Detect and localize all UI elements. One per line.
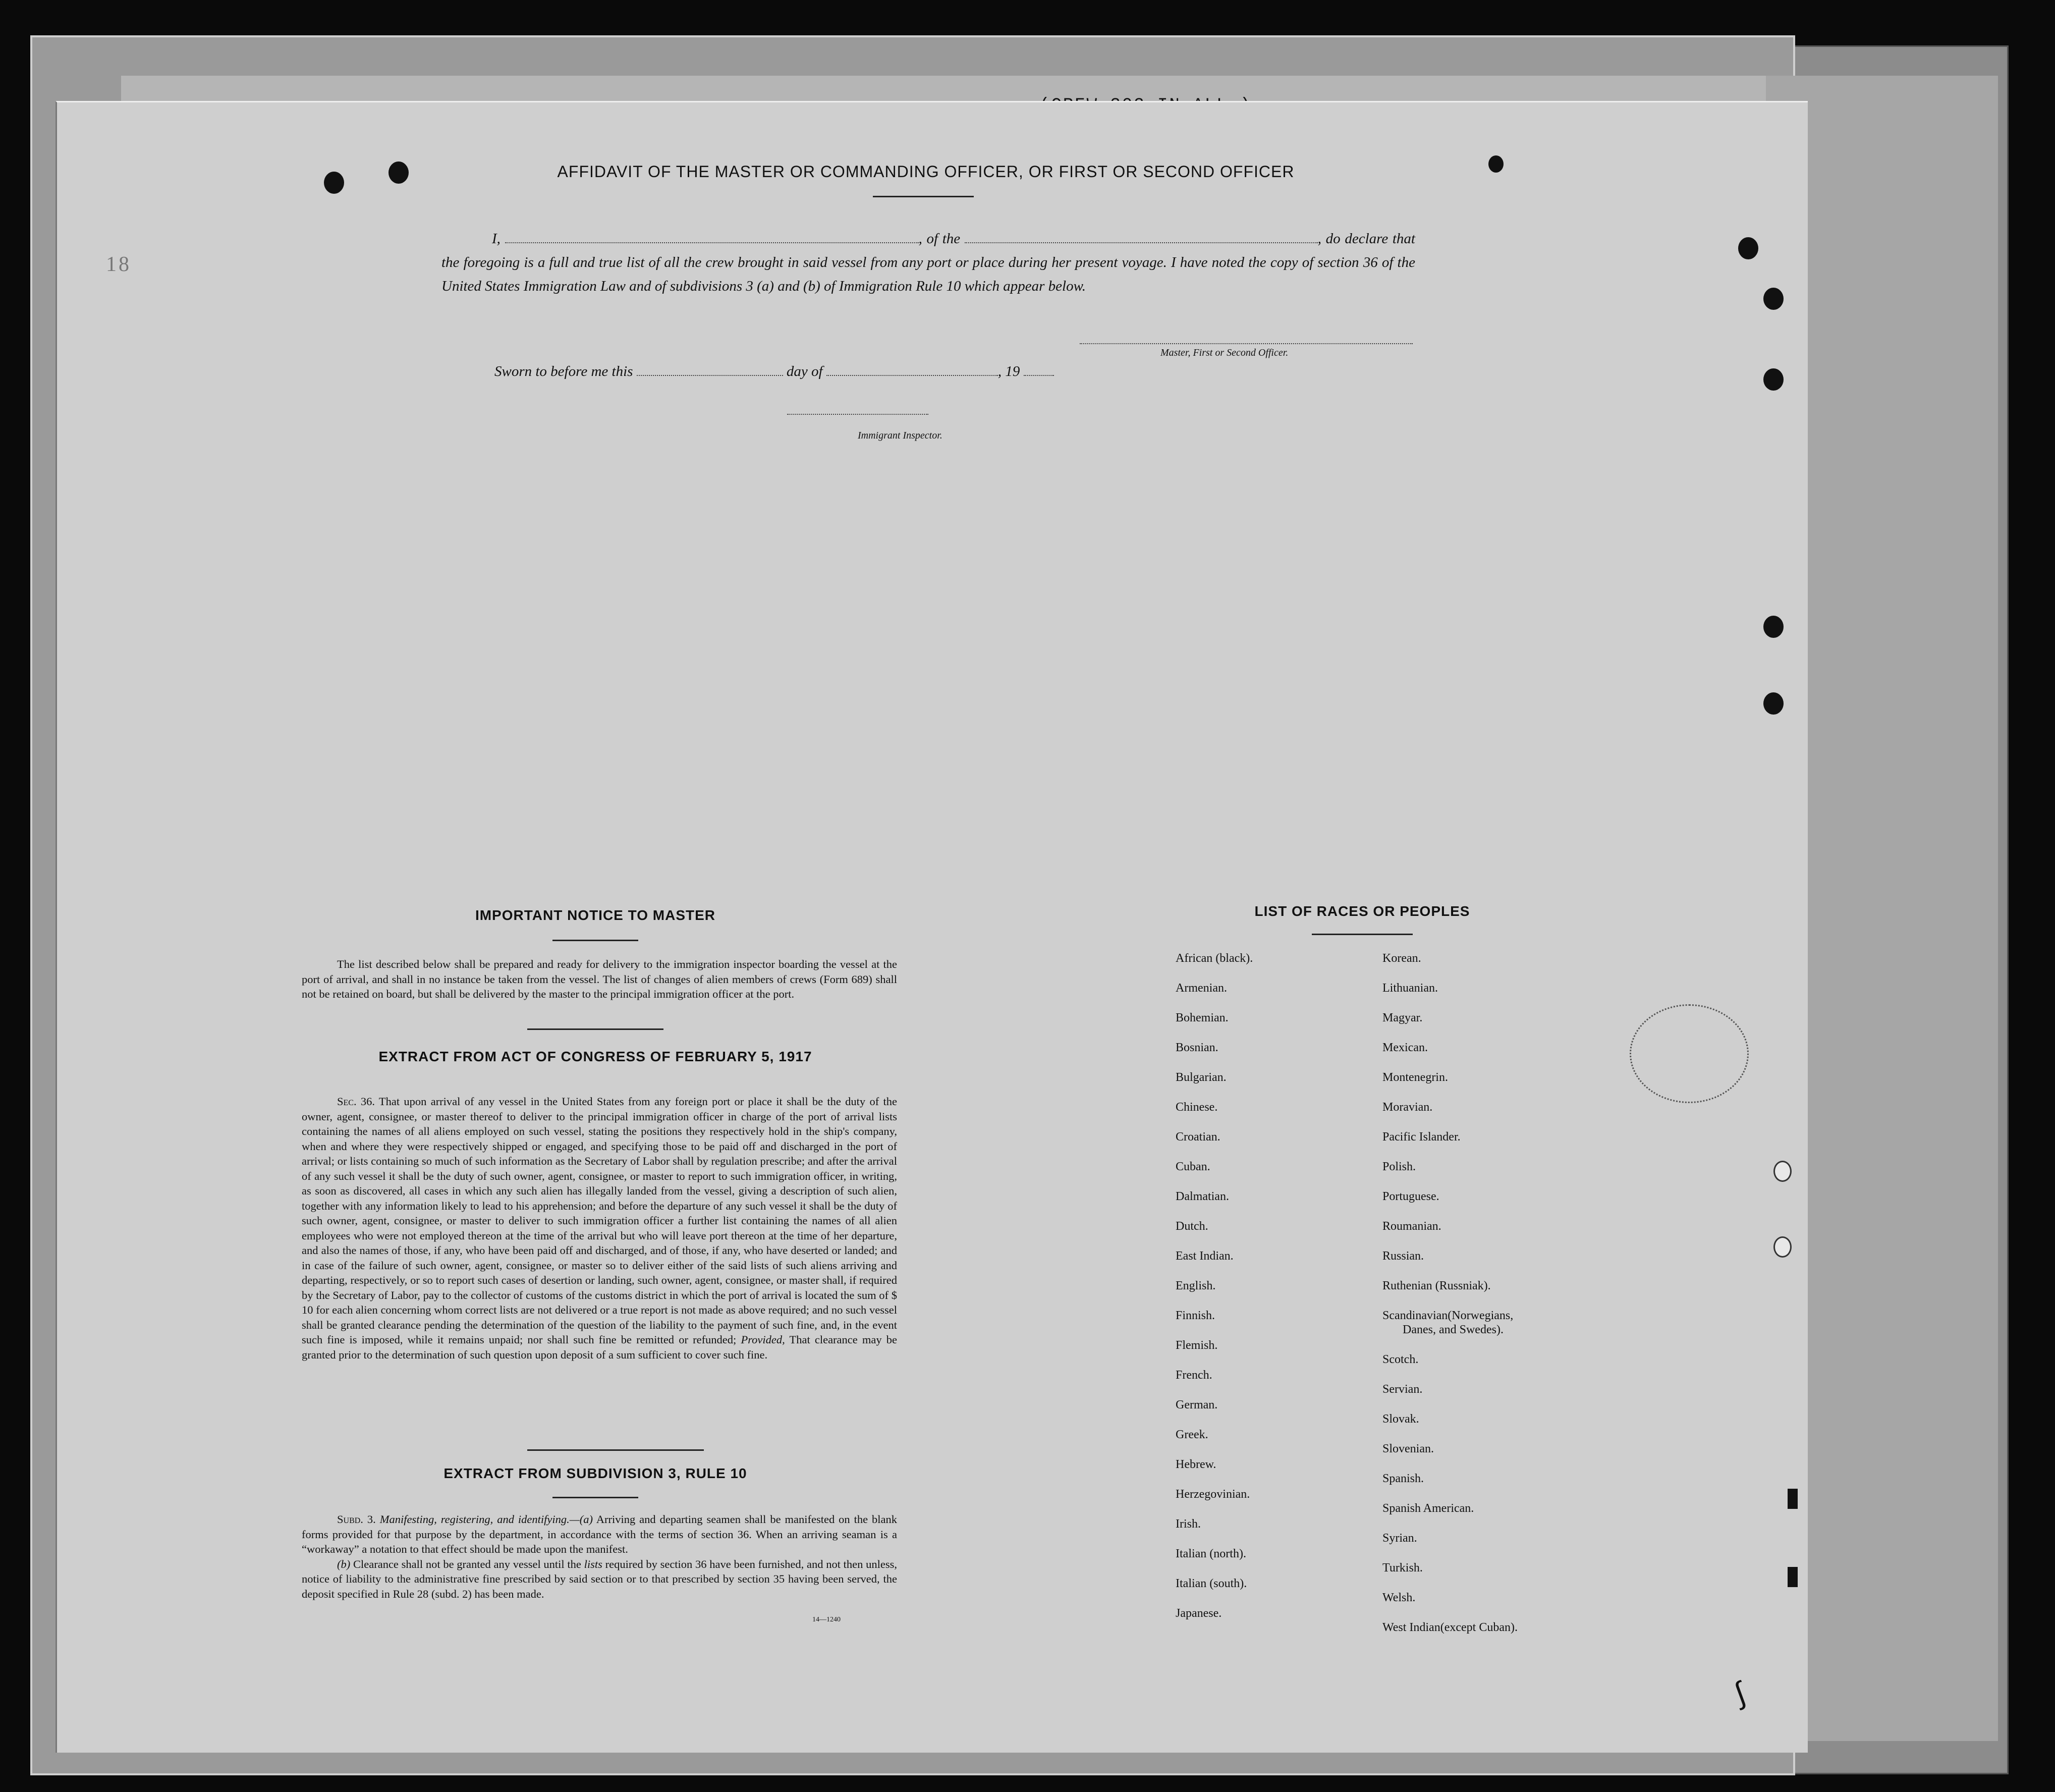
race-item: Pacific Islander. xyxy=(1382,1130,1461,1144)
notice-title: IMPORTANT NOTICE TO MASTER xyxy=(475,907,716,923)
race-item: Armenian. xyxy=(1176,982,1227,995)
divider xyxy=(1312,934,1413,935)
race-item: Servian. xyxy=(1382,1383,1423,1396)
race-item: Slovak. xyxy=(1382,1413,1419,1426)
race-item: Herzegovinian. xyxy=(1176,1488,1250,1501)
affidavit-declaration xyxy=(441,227,1415,298)
race-item: Roumanian. xyxy=(1382,1220,1441,1233)
inspector-label: Immigrant Inspector. xyxy=(858,430,942,441)
race-item: French. xyxy=(1176,1369,1212,1382)
punch-hole xyxy=(1773,1236,1792,1258)
affidavit-i-prefix: I, xyxy=(492,231,501,247)
race-item: Finnish. xyxy=(1176,1309,1215,1322)
race-item: Scotch. xyxy=(1382,1353,1419,1366)
divider xyxy=(527,1449,704,1451)
race-item: Scandinavian(Norwegians, xyxy=(1382,1309,1514,1322)
race-item: Dalmatian. xyxy=(1176,1190,1229,1203)
race-item: Danes, and Swedes). xyxy=(1403,1323,1504,1336)
binding-slot xyxy=(1788,1489,1798,1509)
punch-hole xyxy=(1763,368,1784,391)
race-item: Russian. xyxy=(1382,1250,1424,1263)
race-item: Dutch. xyxy=(1176,1220,1208,1233)
sworn-month-blank[interactable] xyxy=(826,364,998,376)
race-item: Korean. xyxy=(1382,952,1421,965)
race-item: Slovenian. xyxy=(1382,1442,1434,1455)
race-item: Flemish. xyxy=(1176,1339,1218,1352)
master-signature-line[interactable] xyxy=(1080,343,1413,344)
sworn-day-blank[interactable] xyxy=(637,364,783,376)
race-item: Greek. xyxy=(1176,1428,1208,1441)
margin-page-number: 18 xyxy=(106,253,131,276)
race-item: Polish. xyxy=(1382,1160,1416,1173)
sworn-prefix: Sworn to before me this xyxy=(494,363,633,379)
race-item: Portuguese. xyxy=(1382,1190,1439,1203)
affidavit-of-the: , of the xyxy=(918,231,961,247)
race-item: West Indian(except Cuban). xyxy=(1382,1621,1518,1634)
race-item: Spanish American. xyxy=(1382,1502,1474,1515)
affidavit-title: AFFIDAVIT OF THE MASTER OR COMMANDING OFFICER, OR FIRST OR SECOND OFFICER xyxy=(557,162,1295,181)
rule-extract-body: Subd. 3. Manifesting, registering, and identifying.—(a) Arriving and departing seamen shall be manifested on the blank forms provided for that purpose by the department, in accordance with the terms of section 36. When an arriving seaman is a “workaway” a notation to that effect should be made upon the manifest. (b) Clearance shall not be granted any vessel until the lists required by section 36 have been furnished, and not then unless, notice of liability to the administrative fine prescribed by said section or to that prescribed by section 35 having been served, the deposit specified in Rule 28 (subd. 2) has been made. xyxy=(302,1513,898,1600)
race-item: Spanish. xyxy=(1382,1472,1424,1485)
race-item: Cuban. xyxy=(1176,1160,1210,1173)
race-item: Hebrew. xyxy=(1176,1458,1216,1471)
races-title: LIST OF RACES OR PEOPLES xyxy=(1254,903,1470,919)
race-item: Bosnian. xyxy=(1176,1041,1218,1054)
divider xyxy=(552,1497,638,1498)
race-item: Croatian. xyxy=(1176,1130,1220,1144)
punch-hole xyxy=(324,172,344,194)
race-item: Mexican. xyxy=(1382,1041,1428,1054)
race-item: Bohemian. xyxy=(1176,1011,1229,1024)
divider xyxy=(552,940,638,941)
act-extract-title: EXTRACT FROM ACT OF CONGRESS OF FEBRUARY 5, 1917 xyxy=(378,1049,812,1064)
pen-mark: ∫ xyxy=(1730,1675,1750,1710)
divider xyxy=(527,1028,663,1030)
sworn-day-of: day of xyxy=(786,363,823,379)
punch-hole xyxy=(1763,616,1784,638)
race-item: English. xyxy=(1176,1279,1216,1292)
document-page xyxy=(55,101,1808,1753)
race-item: Turkish. xyxy=(1382,1561,1423,1574)
subd-heading: Manifesting, registering, and identifying.—(a) xyxy=(379,1513,593,1526)
race-item: Welsh. xyxy=(1382,1591,1416,1604)
provided-word: Provided, xyxy=(741,1333,785,1346)
punch-hole xyxy=(1738,237,1758,259)
race-item: Bulgarian. xyxy=(1176,1071,1227,1084)
inspector-signature-line[interactable] xyxy=(787,414,928,415)
master-signature-label: Master, First or Second Officer. xyxy=(1160,347,1289,358)
affidavit-do-declare: , do declare xyxy=(1317,231,1388,247)
rule-extract-title: EXTRACT FROM SUBDIVISION 3, RULE 10 xyxy=(443,1465,747,1481)
race-item: German. xyxy=(1176,1398,1218,1411)
binding-slot xyxy=(1788,1567,1798,1587)
faded-stamp xyxy=(1630,1004,1749,1103)
sworn-year-blank[interactable] xyxy=(1024,364,1054,376)
punch-hole xyxy=(1488,155,1504,173)
punch-hole xyxy=(1773,1161,1792,1182)
race-item: Chinese. xyxy=(1176,1101,1218,1114)
race-item: Italian (north). xyxy=(1176,1547,1246,1560)
vessel-blank[interactable] xyxy=(965,231,1318,243)
notice-body: The list described below shall be prepared and ready for delivery to the immigration inspector boarding the vessel at the port of arrival, and shall in no instance be taken from the vessel. The list of changes of alien members of crews (Form 689) shall not be retained on board, but shall be delivered by the master to the principal immigration officer at the port. xyxy=(302,958,897,1000)
race-item: Lithuanian. xyxy=(1382,982,1438,995)
sworn-line xyxy=(494,363,1054,380)
race-item: East Indian. xyxy=(1176,1250,1234,1263)
race-item: Magyar. xyxy=(1382,1011,1423,1024)
race-item: Ruthenian (Russniak). xyxy=(1382,1279,1491,1292)
race-item: Irish. xyxy=(1176,1517,1201,1531)
race-item: African (black). xyxy=(1176,952,1253,965)
act-extract-body: Sec. 36. That upon arrival of any vessel in the United States from any foreign port or place it shall be the duty of the owner, agent, consignee, or master thereof to deliver to the principal immigration officer in charge of the port of arrival lists containing the names of all aliens employed on such vessel, stating the positions they respectively hold in the ship's company, when and where they were respectively shipped or engaged, and specifying those to be paid off and discharged in the port of arrival; or lists containing so much of such information as the Secretary of Labor shall by regulation prescribe; and after the arrival of any such vessel it shall be the duty of such owner, agent, consignee, or master to report to such immigration officer, in writing, as soon as discovered, all cases in which any such alien has illegally landed from the vessel, giving a description of such alien, together with any information likely to lead to his apprehension; and before the departure of any such vessel it shall be the duty of such owner, agent, consignee, or master to deliver to such immigration officer a further list containing the names of all alien employees who were not employed thereon at the time of the arrival but who will leave port thereon at the time of her departure, and also the names of those, if any, who have been paid off and discharged, and of those, if any, who have deserted or landed; and in case of the failure of such owner, agent, consignee, or master so to deliver either of the said lists of such aliens arriving and departing, respectively, or so to report such cases of desertion or landing, such owner, agent, consignee, or master shall, if required by the Secretary of Labor, pay to the collector of customs of the customs district in which the port of arrival is located the sum of $ 10 for each alien concerning whom correct lists are not delivered or a true report is not made as above required; and no such vessel shall be granted clearance pending the determination of the question of the liability to the payment of such fine, and, in the event such fine is imposed, while it remains unpaid; nor shall such fine be remitted or refunded; Provided, That clearance may be granted prior to the determination of such question upon deposit of a sum sufficient to cover such fine. xyxy=(302,1095,898,1361)
race-item: Syrian. xyxy=(1382,1532,1417,1545)
race-item: Moravian. xyxy=(1382,1101,1433,1114)
subd-label: Subd. 3. xyxy=(337,1513,376,1526)
form-number: 14—1240 xyxy=(812,1616,841,1623)
affidavit-body: that the foregoing is a full and true list of all the crew brought in said vessel from any port or place during her present voyage. I have noted the copy of section 36 of the United States Immigration Law and of subdivisions 3 (a) and (b) of Immigration Rule 10 which appear below. xyxy=(441,231,1415,294)
race-item: Japanese. xyxy=(1176,1607,1222,1620)
race-item: Montenegrin. xyxy=(1382,1071,1448,1084)
race-item: Italian (south). xyxy=(1176,1577,1247,1590)
divider xyxy=(873,196,974,197)
punch-hole xyxy=(388,161,409,184)
sworn-year-prefix: , 19 xyxy=(997,363,1020,379)
name-blank[interactable] xyxy=(505,231,919,243)
sec-label: Sec. 36. xyxy=(337,1095,375,1108)
punch-hole xyxy=(1763,288,1784,310)
punch-hole xyxy=(1763,692,1784,715)
